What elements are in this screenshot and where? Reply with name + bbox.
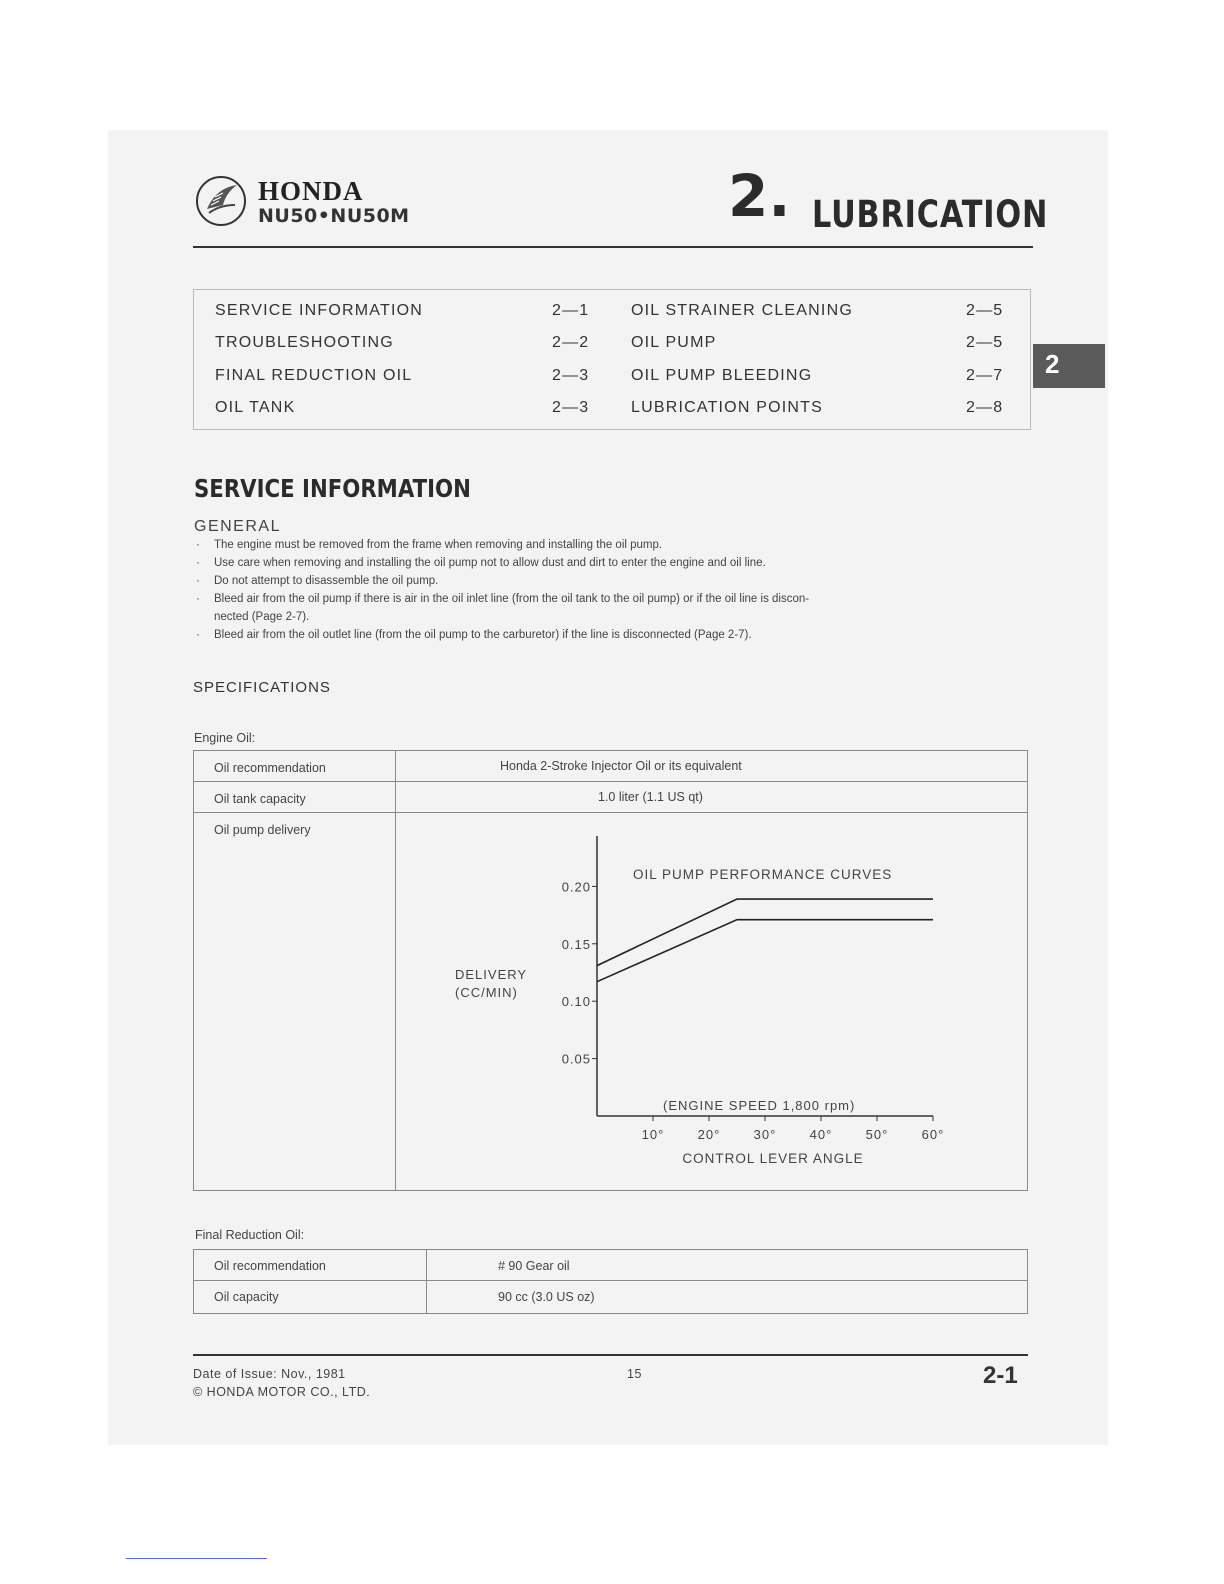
bullet-text: Use care when removing and installing the oil pump not to allow dust and dirt to enter the engine and oil line. [214,557,766,569]
y-axis-label: (CC/MIN) [455,985,518,1000]
specifications-heading: SPECIFICATIONS [193,679,331,696]
general-heading: GENERAL [194,518,281,535]
x-tick-label: 10° [641,1127,665,1142]
bullet-text: nected (Page 2-7). [214,611,310,623]
bullet-text: Bleed air from the oil pump if there is air in the oil inlet line (from the oil tank to the oil pump) or if the oil line is discon- [214,593,810,605]
spec-value: 90 cc (3.0 US oz) [498,1290,595,1304]
brand-name: HONDA [258,176,364,206]
spec-item: Oil tank capacity [214,792,306,806]
spec-item: Oil recommendation [214,1259,326,1273]
series-line [597,899,933,966]
toc-item-title: LUBRICATION POINTS [631,399,823,416]
table-border [193,1313,1028,1314]
table-border [193,1280,1028,1281]
bullet-text: The engine must be removed from the frame when removing and installing the oil pump. [214,539,663,551]
y-tick-label: 0.20 [561,879,591,895]
toc-item-title: OIL TANK [215,399,296,416]
toc-item-title: TROUBLESHOOTING [215,334,394,351]
toc-item-page: 2—3 [552,399,590,416]
table-border [193,1249,194,1314]
chapter-number: 2. [728,162,791,230]
bullet-text: Do not attempt to disassemble the oil pump. [214,575,439,587]
final-reduction-oil-label: Final Reduction Oil: [195,1228,305,1242]
toc-item-page: 2—5 [966,302,1004,319]
table-border [193,1249,1028,1250]
toc-item-title: OIL PUMP [631,334,717,351]
sheet-number: 15 [627,1367,642,1381]
spec-value: Honda 2-Stroke Injector Oil or its equivalent [500,759,742,773]
link-underline [126,1558,267,1559]
x-tick-label: 20° [697,1127,721,1142]
x-tick-label: 50° [865,1127,889,1142]
series-line [597,920,933,982]
y-tick-label: 0.05 [561,1051,591,1067]
toc-item-page: 2—3 [552,367,590,384]
bullet-text: Bleed air from the oil outlet line (from the oil pump to the carburetor) if the line is disconnected (Page 2-7). [214,629,752,641]
toc-item-page: 2—1 [552,302,590,319]
section-title: SERVICE INFORMATION [194,474,471,503]
model-name: NU50•NU50M [258,205,410,227]
toc-item-title: FINAL REDUCTION OIL [215,367,413,384]
chart-title: OIL PUMP PERFORMANCE CURVES [633,867,893,882]
toc-item-page: 2—2 [552,334,590,351]
toc-item-title: OIL STRAINER CLEANING [631,302,853,319]
x-tick-label: 40° [809,1127,833,1142]
x-tick-label: 30° [753,1127,777,1142]
y-tick-label: 0.10 [561,994,591,1010]
chapter-title: LUBRICATION [812,193,1049,236]
footer-rule [193,1354,1028,1356]
engine-oil-label: Engine Oil: [194,731,256,745]
toc-item-title: SERVICE INFORMATION [215,302,424,319]
spec-item: Oil recommendation [214,761,326,775]
spec-item: Oil capacity [214,1290,279,1304]
y-axis-label: DELIVERY [455,967,528,982]
y-tick-label: 0.15 [561,936,591,952]
toc-item-page: 2—8 [966,399,1004,416]
chart-annotation: (ENGINE SPEED 1,800 rpm) [663,1098,856,1113]
date-of-issue: Date of Issue: Nov., 1981 [193,1367,346,1381]
spec-item: Oil pump delivery [214,823,311,837]
x-tick-label: 60° [921,1127,945,1142]
copyright: © HONDA MOTOR CO., LTD. [193,1385,371,1399]
page-number: 2-1 [983,1362,1018,1389]
spec-value: 1.0 liter (1.1 US qt) [598,790,703,804]
toc-item-title: OIL PUMP BLEEDING [631,367,813,384]
table-border [426,1249,427,1314]
toc-item-page: 2—7 [966,367,1004,384]
toc-item-page: 2—5 [966,334,1004,351]
x-axis-label: CONTROL LEVER ANGLE [682,1151,864,1166]
table-border [1027,1249,1028,1314]
spec-value: # 90 Gear oil [498,1259,570,1273]
chapter-tab: 2 [1033,344,1105,388]
